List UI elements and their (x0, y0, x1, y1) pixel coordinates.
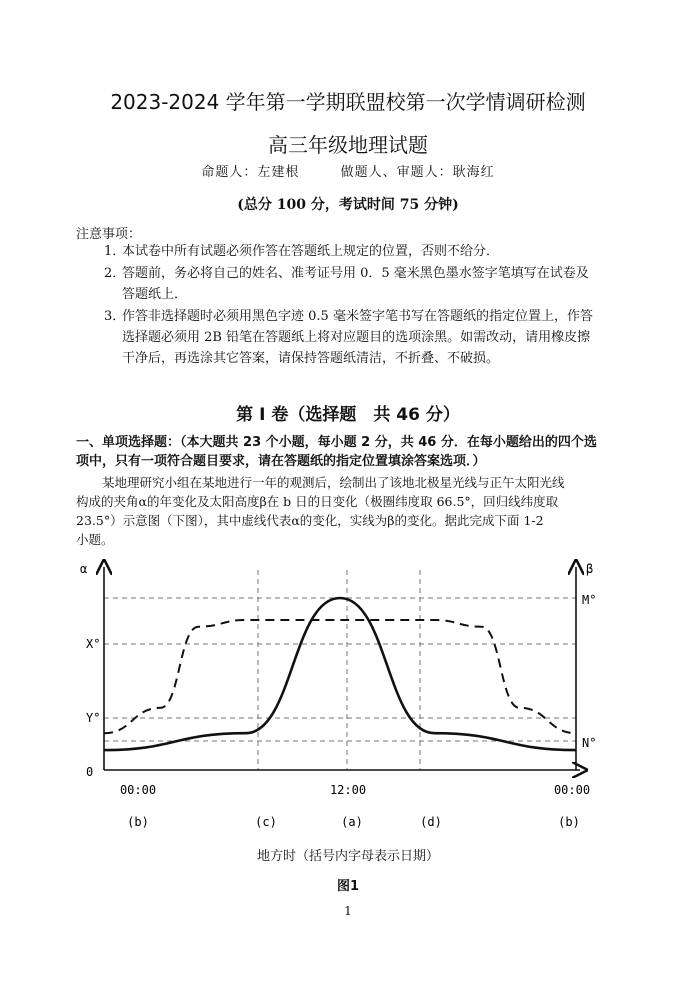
question-text-line: 小题。 (76, 532, 114, 547)
notice-item-2 (104, 263, 624, 305)
beta-solid-curve (104, 598, 576, 750)
notice-item-line: 作答非选择题时必须用黑色字迹 0.5 毫米签字笔书写在答题纸的指定位置上，作答 (122, 309, 593, 324)
date-label-b2: (b) (558, 815, 580, 829)
left-tick-zero: 0 (86, 765, 94, 779)
left-tick-x: X° (86, 637, 101, 651)
score-info: (总分 100 分，考试时间 75 分钟) (237, 197, 459, 213)
date-label-c: (c) (255, 815, 277, 829)
notice-item-line: 选择题必须用 2B 铅笔在答题纸上将对应题目的选项涂黑。如需改动，请用橡皮擦 (122, 330, 591, 345)
question-text (76, 473, 624, 549)
figure-caption: 图1 (336, 879, 360, 894)
right-tick-m: M° (582, 593, 597, 607)
question-heading (76, 433, 624, 471)
x-axis-caption: 地方时（括号内字母表示日期） (256, 849, 439, 864)
notice-item-line: 干净后，再选涂其它答案，请保持答题纸清洁，不折叠、不破损。 (122, 351, 500, 366)
left-axis-label: α (80, 562, 88, 576)
notice-item-line: 答题前，务必将自己的姓名、准考证号用 0．5 毫米黑色墨水签字笔填写在试卷及 (122, 266, 589, 281)
section-title: 第 I 卷（选择题 共 46 分） (236, 405, 460, 425)
x-tick-start: 00:00 (119, 783, 157, 797)
left-tick-y: Y° (86, 711, 101, 725)
notice-item-3 (104, 306, 624, 369)
notice-item-line: 本试卷中所有试题必须作答在答题纸上规定的位置，否则不给分． (122, 244, 500, 259)
alpha-dashed-curve (104, 620, 576, 733)
notice-heading: 注意事项： (76, 227, 142, 242)
page-number: 1 (344, 904, 352, 918)
date-label-a: (a) (341, 815, 363, 829)
notice-item-number: 2． (104, 266, 126, 281)
right-axis-label: β (586, 562, 594, 576)
x-tick-end: 00:00 (553, 783, 591, 797)
exam-subtitle: 高三年级地理试题 (268, 133, 428, 157)
question-text-line: 构成的夹角α的年变化及太阳高度β在 b 日的日变化（极圈纬度取 66.5°，回归线纬度取 (76, 494, 559, 509)
date-label-d: (d) (420, 815, 442, 829)
figure-1-chart (0, 555, 696, 845)
notice-item-number: 3． (104, 309, 126, 324)
x-tick-noon: 12:00 (329, 783, 367, 797)
reviewer: 做题人、审题人：耿海红 (340, 165, 495, 180)
exam-title: 2023-2024 学年第一学期联盟校第一次学情调研检测 (110, 90, 586, 114)
question-text-line: 某地理研究小组在某地进行一年的观测后，绘制出了该地北极星光线与正午太阳光线 (102, 475, 565, 490)
notice-item-1 (104, 241, 624, 262)
question-text-line: 23.5°）示意图（下图），其中虚线代表α的变化，实线为β的变化。据此完成下面 1-2 (76, 513, 544, 528)
notice-item-number: 1． (104, 244, 126, 259)
authors-line (0, 161, 696, 180)
author: 命题人：左建根 (201, 165, 300, 180)
right-tick-n: N° (582, 736, 597, 750)
date-label-b1: (b) (127, 815, 149, 829)
question-heading-line: 一、单项选择题：（本大题共 23 个小题，每小题 2 分，共 46 分．在每小题给出的四个选 (76, 435, 597, 450)
question-heading-line: 项中，只有一项符合题目要求，请在答题纸的指定位置填涂答案选项．） (76, 454, 486, 469)
notice-item-line: 答题纸上． (122, 287, 188, 302)
